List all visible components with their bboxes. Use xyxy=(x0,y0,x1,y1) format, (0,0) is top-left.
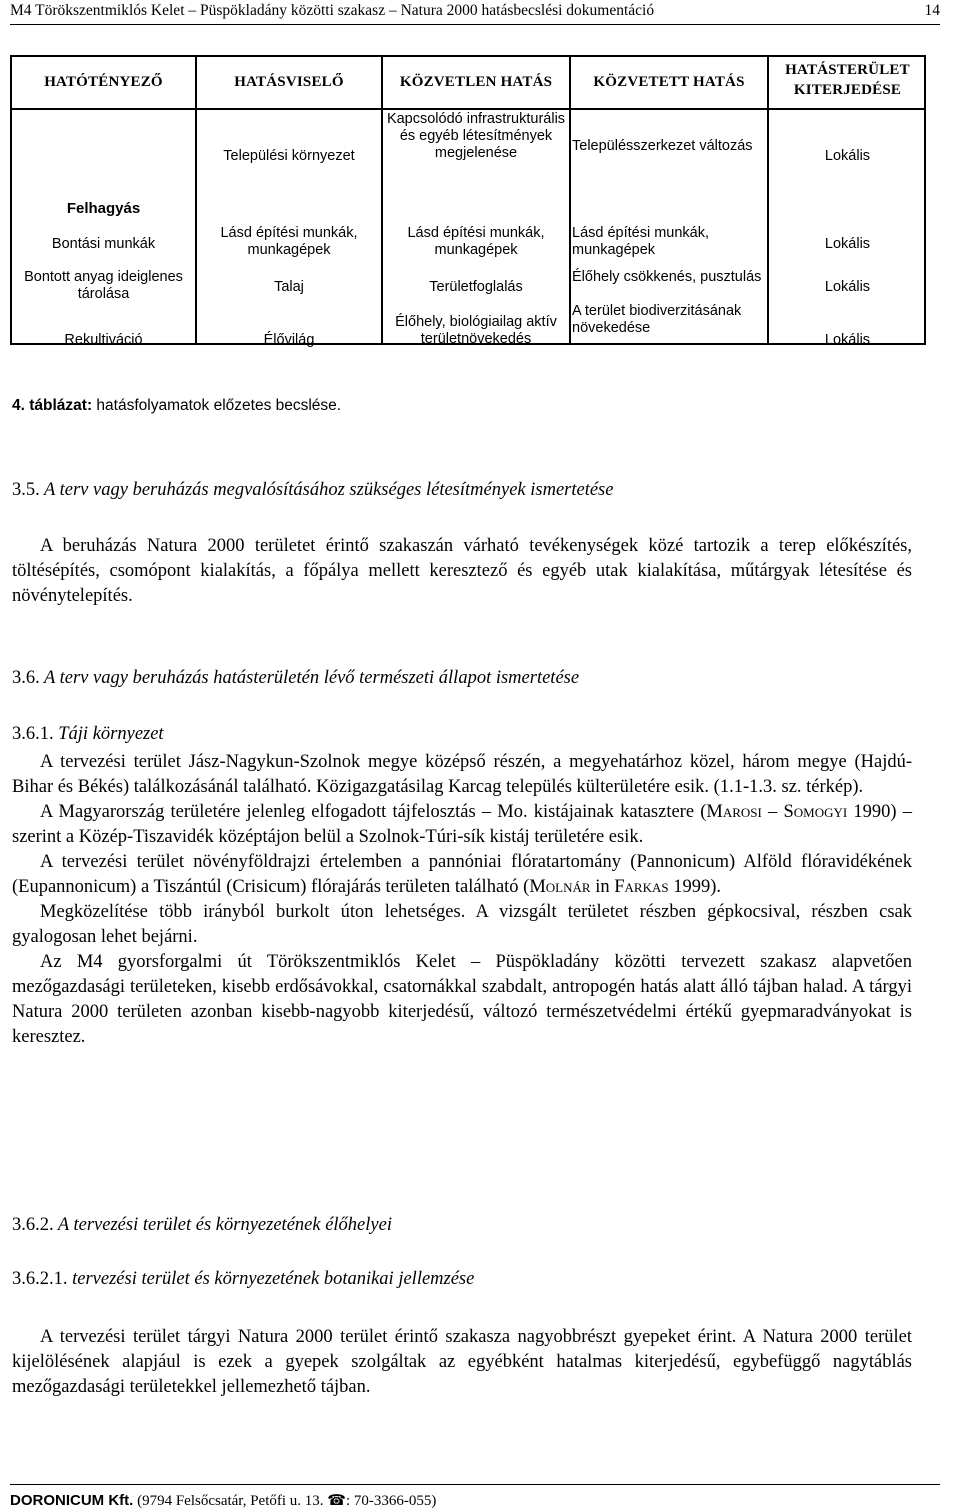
table-caption-label: 4. táblázat: xyxy=(12,397,93,414)
row3-extent: Lokális xyxy=(824,279,871,295)
row4-factor: Rekultiváció xyxy=(64,332,143,348)
page-header xyxy=(10,0,940,25)
row1-direct-effect: Kapcsolódó infrastrukturális és egyéb létesítmények megjelenése xyxy=(386,111,566,161)
section-3-5-heading: 3.5. A terv vagy beruházás megvalósításához szükséges létesítmények ismertetése xyxy=(12,480,614,500)
phone-icon: ☎ xyxy=(327,1493,346,1509)
header-hatasviselo: HATÁSVISELŐ xyxy=(234,74,344,90)
section-3-6-heading: 3.6. A terv vagy beruházás hatásterületén lévő természeti állapot ismertetése xyxy=(12,668,580,688)
paragraph-access: Megközelítése több irányból burkolt úton lehetséges. A vizsgált területet részben gépkocsival, részben csak gyalogosan lehet bejárni. xyxy=(12,902,912,947)
row4-extent: Lokális xyxy=(824,332,871,348)
row4-receptor: Élővilág xyxy=(263,332,315,348)
header-hatasterulet-line2: KITERJEDÉSE xyxy=(793,82,902,98)
table-caption xyxy=(12,397,341,415)
row2-receptor: Lásd építési munkák, munkagépek xyxy=(220,225,358,258)
row2-factor: Bontási munkák xyxy=(51,236,156,252)
row1-extent: Lokális xyxy=(824,148,871,164)
company-address: (9794 Felsőcsatár, Petőfi u. 13. xyxy=(133,1493,328,1509)
table-col-divider xyxy=(569,57,571,343)
row2-indirect-effect: Lásd építési munkák, munkagépek xyxy=(572,225,710,258)
row4-direct-effect: Élőhely, biológiailag aktív területnövekedés xyxy=(395,314,557,347)
row2-extent: Lokális xyxy=(824,236,871,252)
header-hatotenyezo: HATÓTÉNYEZŐ xyxy=(44,74,163,90)
table-header-divider xyxy=(12,108,924,110)
table-col-divider xyxy=(381,57,383,343)
row3-factor: Bontott anyag ideiglenes tárolása xyxy=(24,269,183,302)
table-caption-text: hatásfolyamatok előzetes becslése. xyxy=(92,397,342,414)
section-3-6-1-text xyxy=(12,750,912,1050)
paragraph-phytogeography: A tervezési terület növényföldrajzi értelemben a pannóniai flóratartomány (Pannonicum) Alföld flóravidékének (Eupannonicum) a Tiszántúl (Crisicum) flórajárás területen található (Molnár in Farkas 1999). xyxy=(12,852,912,897)
header-hatasterulet xyxy=(769,62,926,99)
paragraph-landscape-division: A Magyarország területére jelenleg elfogadott tájfelosztás – Mo. kistájainak katasztere (Marosi – Somogyi 1990) – szerint a Közép-Tiszavidék középtájon belül a Szolnok-Túri-sík kistáj területére esik. xyxy=(12,802,913,847)
section-3-6-2-1-heading: 3.6.2.1. tervezési terület és környezetének botanikai jellemzése xyxy=(12,1269,475,1289)
section-3-5-text: A beruházás Natura 2000 területet érintő szakaszán várható tevékenységek közé tartozik a terep előkészítés, töltésépítés, csomópont kialakítás, a főpálya mellett keresztező és egyéb utak kialakítása, műtárgyak létesítése és növénytelepítés. xyxy=(12,536,912,606)
table-col-divider xyxy=(767,57,769,343)
section-3-6-1-heading: 3.6.1. Táji környezet xyxy=(12,724,164,744)
header-hatasterulet-line1: HATÁSTERÜLET xyxy=(785,62,910,78)
row3-receptor: Talaj xyxy=(274,279,304,295)
row2-direct-effect: Lásd építési munkák, munkagépek xyxy=(407,225,545,258)
group-label-felhagyas: Felhagyás xyxy=(66,200,141,217)
section-3-6-2-heading: 3.6.2. A tervezési terület és környezetének élőhelyei xyxy=(12,1215,392,1235)
impact-table xyxy=(10,55,926,348)
paragraph-location: A tervezési terület Jász-Nagykun-Szolnok megye középső részén, a megyehatárhoz közel, három megye (Hajdú-Bihar és Békés) találkozásánál található. Közigazgatásilag Karcag település külterületére esik. (1.1-1.3. sz. térkép). xyxy=(12,752,912,797)
section-3-6-2-1-text: A tervezési terület tárgyi Natura 2000 terület érintő szakasza nagyobbrészt gyepeket érint. A Natura 2000 terület kijelölésének alapjául is ezek a gyepek szolgáltak az egyébként hatalmas kiterjedésű, egybefüggő nagytáblás mezőgazdasági területekkel jellemezhető tájban. xyxy=(12,1327,912,1397)
paragraph-route: Az M4 gyorsforgalmi út Törökszentmiklós Kelet – Püspökladány közötti tervezett szakasz alapvetően mezőgazdasági területeken, kisebb erdősávokkal, csatornákkal szabdalt, antropogén hatás alatt álló tájban halad. A tárgyi Natura 2000 területen azonban kisebb-nagyobb kiterjedésű, változó természetvédelmi értékű gyepmaradványokat is keresztez. xyxy=(12,952,912,1047)
document-title: M4 Törökszentmiklós Kelet – Püspökladány közötti szakasz – Natura 2000 hatásbecslési dokumentáció xyxy=(10,2,655,19)
company-phone: : 70-3366-055) xyxy=(345,1493,437,1509)
row3-indirect-effect: Élőhely csökkenés, pusztulás xyxy=(572,269,762,285)
page-footer xyxy=(10,1484,940,1510)
row1-indirect-effect: Településszerkezet változás xyxy=(572,138,753,154)
table-col-divider xyxy=(195,57,197,343)
row1-receptor: Települési környezet xyxy=(223,148,355,164)
company-name: DORONICUM Kft. xyxy=(10,1492,134,1509)
row4-indirect-effect: A terület biodiverzitásának növekedése xyxy=(572,303,742,336)
row3-direct-effect: Területfoglalás xyxy=(429,279,523,295)
page-number: 14 xyxy=(924,2,940,19)
header-kozvetlen-hatas: KÖZVETLEN HATÁS xyxy=(399,74,553,90)
header-kozvetett-hatas: KÖZVETETT HATÁS xyxy=(593,74,745,90)
